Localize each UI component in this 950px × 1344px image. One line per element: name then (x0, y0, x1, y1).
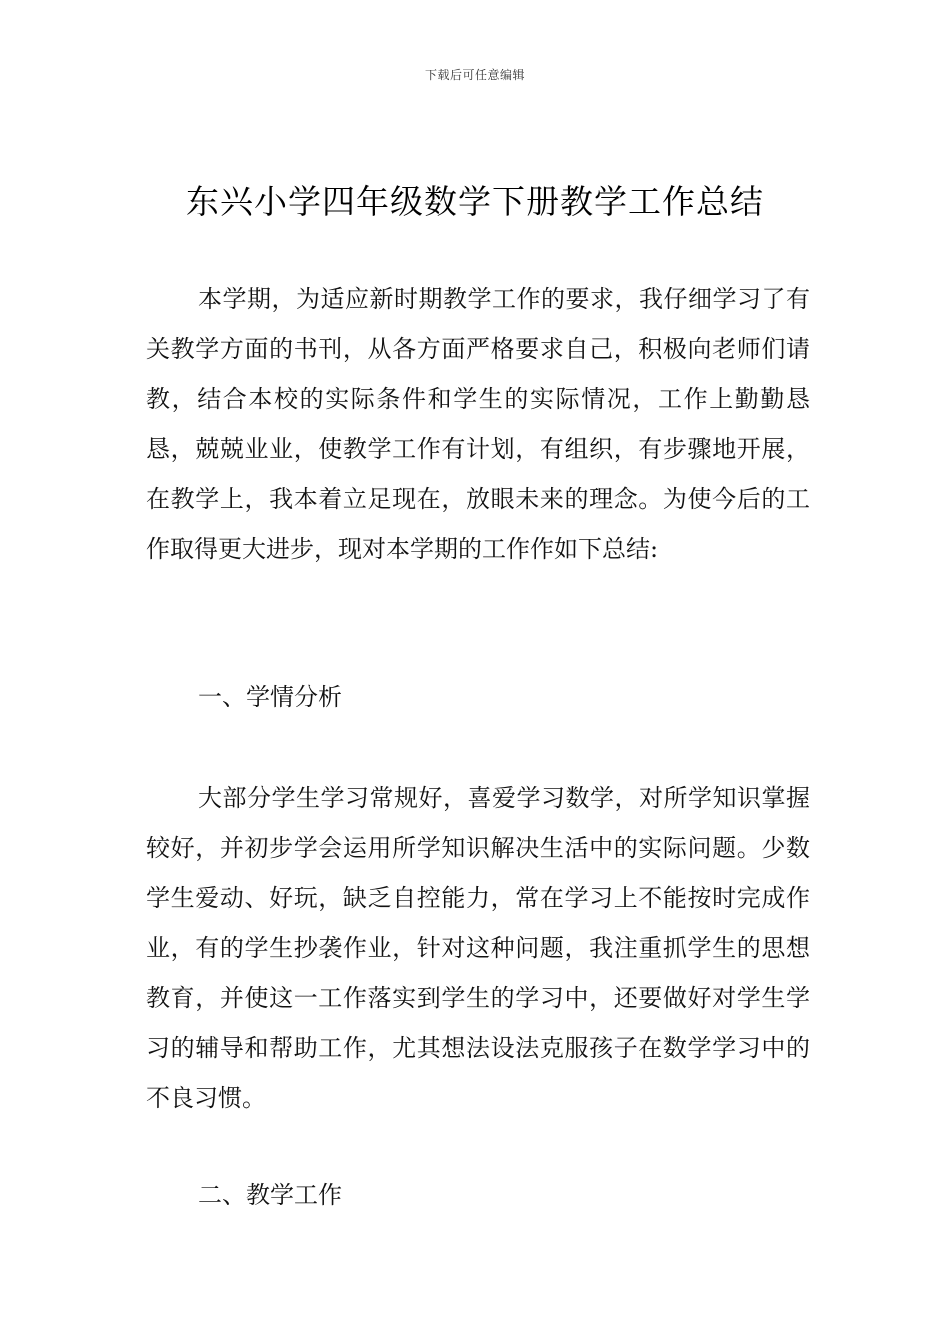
section-heading-teaching: 二、教学工作 (198, 1181, 342, 1209)
intro-paragraph: 本学期，为适应新时期教学工作的要求，我仔细学习了有关教学方面的书刊，从各方面严格要求自己，积极向老师们请教，结合本校的实际条件和学生的实际情况，工作上勤勤恳恳，兢兢业业，使教学工作有计划，有组织，有步骤地开展，在教学上，我本着立足现在，放眼未来的理念。为使今后的工作取得更大进步，现对本学期的工作作如下总结: (146, 285, 810, 563)
section-heading-analysis: 一、学情分析 (198, 683, 342, 711)
header-note: 下载后可任意编辑 (424, 68, 525, 82)
document-title: 东兴小学四年级数学下册教学工作总结 (186, 182, 764, 221)
analysis-paragraph: 大部分学生学习常规好，喜爱学习数学，对所学知识掌握较好，并初步学会运用所学知识解决生活中的实际问题。少数学生爱动、好玩，缺乏自控能力，常在学习上不能按时完成作业，有的学生抄袭作业，针对这种问题，我注重抓学生的思想教育，并使这一工作落实到学生的学习中，还要做好对学生学习的辅导和帮助工作，尤其想法设法克服孩子在数学学习中的不良习惯。 (146, 784, 810, 1112)
